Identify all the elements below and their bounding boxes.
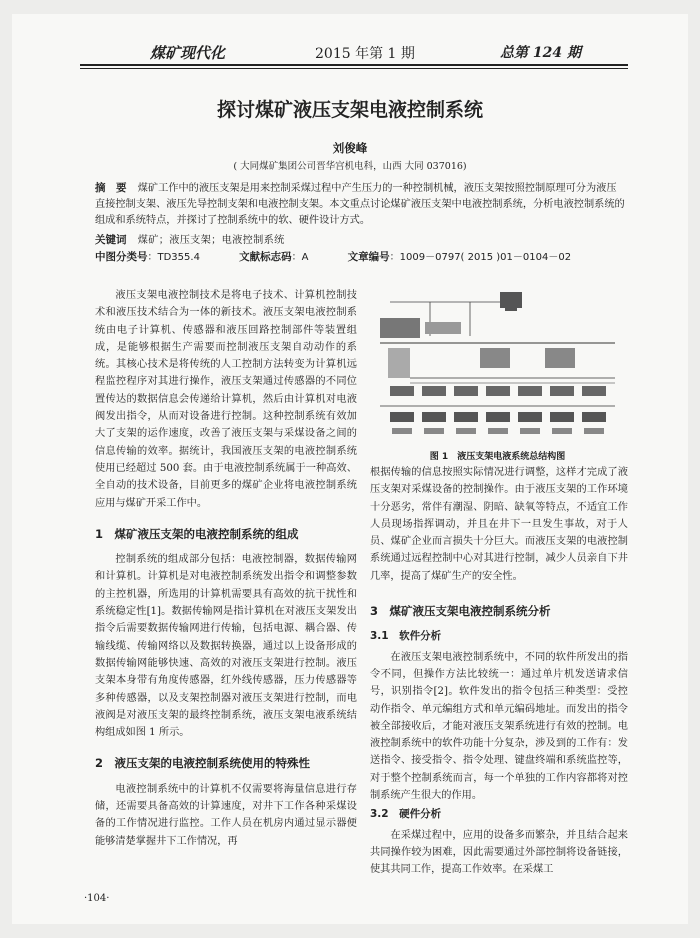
author-name: 刘俊峰 (332, 141, 368, 155)
section-3-1-heading: 3.1 软件分析 (370, 630, 442, 643)
power-box-icon (545, 348, 575, 368)
figure-1-diagram (370, 288, 625, 446)
right-column (370, 464, 628, 879)
doc-code-value: A (301, 252, 309, 263)
journal-name: 煤矿现代化 (150, 44, 226, 62)
page-number: ·104· (84, 893, 110, 904)
figure-1-caption: 图 1 液压支架电液系统总结构图 (429, 452, 566, 462)
section-1-paragraph: 控制系统的组成部分包括：电液控制器，数据传输网和计算机。计算机是对电液控制系统发出指令和调整参数的主控机器，所选用的计算机需要具有高效的抗干扰性和系统稳定性[1]。数据传输网是指计算机在对液压支架发出指令后需要数据传输网进行传输，包括电源、耦合器、传输线缆、传输网络以及数据转换器，通过以上设备形成的数据传输网能够快速、高效的对液压支架进行控制。液压支架本身带有角度传感器，红外线传感器，压力传感器等多种传感器，以及支架控制器对液压支架进行控制，而电液阀是对液压支架的最终控制系统，液压支架电液系统结构组成如图 1 所示。 (95, 554, 357, 739)
abstract-text: 煤矿工作中的液压支架是用来控制采煤过程中产生压力的一种控制机械，液压支架按照控制原理可分为液压直接控制支架、液压先导控制支架和电液控制支架。本文重点讨论煤矿液压支架中电液控制系统，分析电液控制系统的组成和系统特点，并探讨了控制系统中的软、硬件设计方式。 (95, 183, 625, 226)
keywords: 煤矿；液压支架；电液控制系统 (137, 235, 285, 246)
total-issue-label: 总第 124 期 (500, 45, 581, 61)
keywords-line (95, 232, 625, 249)
article-title: 探讨煤矿液压支架电液控制系统 (216, 99, 483, 121)
continued-paragraph: 根据传输的信息按照实际情况进行调整，这样才完成了液压支架对采煤设备的控制操作。由于液压支架的工作环境十分恶劣，常伴有潮湿、阴暗、缺氧等特点，不适宜工作人员现场指挥调动，并且在井下一旦发生事故，对于人员、煤矿企业而言损失十分巨大。而液压支架的电液控制系统通过远程控制中心对其进行控制，减少人员亲自下井几率，提高了煤矿生产的安全性。 (370, 467, 628, 582)
classification-line: 中图分类号：TD355.4 文献标志码：A 文章编号：1009－0797( 2015 )01－0104－02 (95, 251, 572, 263)
header-rule-thick (80, 64, 628, 66)
issue-label: 2015 年第 1 期 (315, 46, 415, 62)
section-1-heading: 1 煤矿液压支架的电液控制系统的组成 (95, 526, 299, 541)
surface-computer-icon (500, 292, 522, 308)
section-3-2-paragraph: 在采煤过程中，应用的设备多而繁杂，并且结合起来共同操作较为困难，因此需要通过外部控制将设备链接，使其共同工作，提高工作效率。在采煤工 (370, 829, 628, 876)
intro-paragraph: 液压支架电液控制技术是将电子技术、计算机控制技术和液压技术结合为一体的新技术。液压支架电液控制系统由电子计算机、传感器和液压回路控制部件等装置组成，是能够根据生产需要而控制液压支架自动动作的系统。其核心技术是将传统的人工控制方法转变为计算机远程监控程序对其进行操作，液压支架通过传感器的不同位置传达的数据信息会传递给计算机，然后由计算机对电液阀发出指令，从而对设备进行控制。这种控制系统有效加大了支架的运作速度，改善了液压支架与采煤设备之间的信息传输的效率。据统计，我国液压支架的电液控制系统使用已经超过 500 套。由于电液控制系统属于一种高效、全自动的技术设备，目前更多的煤矿企业将电液控制系统应用与煤矿开采工作中。 (95, 290, 357, 509)
article-no-value: 1009－0797( 2015 )01－0104－02 (399, 252, 572, 263)
abstract (95, 180, 625, 229)
abstract-label: 摘 要 (95, 182, 127, 194)
article-no-label: 文章编号 (347, 251, 390, 263)
section-3-1-paragraph: 在液压支架电液控制系统中，不同的软件所发出的指令不同，但操作方法比较统一：通过单片机发送请求信号，识别指令[2]。软件发出的指令包括三种类型：受控动作指令、单元编组方式和单元编码地址。而发出的指令被全部接收后，才能对液压支架系统进行有效的控制。电液控制系统中的软件功能十分复杂，涉及到的工作有：发送指令、接受指令、指令处理、键盘终端和系统监控等，对于整个控制系统而言，每一个单独的工作内容都将对控制系统产生很大的作用。 (370, 651, 628, 802)
header-rule-thin (80, 68, 628, 69)
clc-value: TD355.4 (157, 252, 200, 263)
control-center-icon (380, 318, 420, 338)
power-box-icon (480, 348, 510, 368)
left-column (95, 287, 357, 850)
keywords-label: 关键词 (95, 234, 127, 246)
section-3-heading: 3 煤矿液压支架电液控制系统分析 (370, 604, 551, 619)
clc-label: 中图分类号 (95, 251, 148, 263)
doc-code-label: 文献标志码 (239, 251, 292, 263)
section-2-heading: 2 液压支架的电液控制系统使用的特殊性 (95, 756, 310, 771)
section-3-2-heading: 3.2 硬件分析 (370, 808, 442, 821)
author-affiliation: ( 大同煤矿集团公司晋华宫机电科，山西 大同 037016) (233, 161, 467, 172)
section-2-paragraph: 电液控制系统中的计算机不仅需要将海量信息进行存储，还需要具备高效的计算速度，对井下工作各种采煤设备的工作情况进行监控。工作人员在机房内通过显示器便能够清楚掌握井下工作情况，再 (95, 783, 357, 847)
